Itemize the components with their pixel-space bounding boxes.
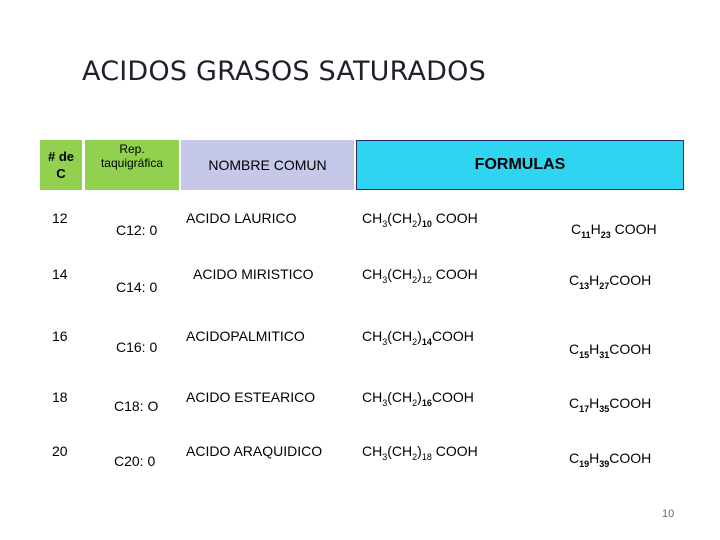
- condensed-formula: [362, 266, 478, 285]
- formula-part: (CH: [387, 328, 413, 344]
- common-name: ACIDO LAURICO: [186, 210, 297, 226]
- formula-part: H: [589, 341, 600, 357]
- shorthand: C20: 0: [114, 453, 156, 469]
- common-name: ACIDO ARAQUIDICO: [186, 443, 323, 459]
- formula-part: ): [417, 443, 422, 459]
- formula-subscript: 14: [421, 337, 432, 347]
- molecular-formula: [571, 221, 657, 240]
- slide-title: ACIDOS GRASOS SATURADOS: [82, 56, 486, 87]
- formula-subscript: 13: [579, 281, 590, 291]
- header-carbon-count-line2: C: [56, 166, 66, 181]
- carbon-count: 14: [52, 266, 68, 282]
- formula-part: ): [417, 266, 422, 282]
- formula-part: C: [569, 272, 580, 288]
- formula-part: COOH: [610, 221, 657, 237]
- carbon-count: 18: [52, 389, 68, 405]
- formula-subscript: 15: [579, 350, 590, 360]
- carbon-count: 16: [52, 328, 68, 344]
- common-name: ACIDOPALMITICO: [186, 328, 305, 344]
- formula-part: COOH: [431, 328, 474, 344]
- formula-subscript: 2: [412, 219, 418, 229]
- formula-part: (CH: [387, 443, 413, 459]
- page-number: 10: [662, 508, 675, 520]
- formula-subscript: 10: [421, 219, 432, 229]
- molecular-formula: [569, 450, 652, 469]
- formula-subscript: 23: [600, 230, 611, 240]
- formula-part: COOH: [431, 389, 474, 405]
- formula-subscript: 35: [599, 404, 610, 414]
- formula-part: (CH: [387, 389, 413, 405]
- formula-part: C: [569, 341, 580, 357]
- header-shorthand: [85, 140, 179, 190]
- header-shorthand-line2: taquigráfica: [100, 156, 164, 170]
- formula-subscript: 2: [412, 398, 418, 408]
- formula-part: COOH: [431, 266, 478, 282]
- formula-part: COOH: [609, 272, 652, 288]
- condensed-formula: [362, 328, 474, 347]
- formula-subscript: 27: [599, 281, 610, 291]
- formula-subscript: 2: [412, 337, 418, 347]
- formula-part: CH: [362, 210, 383, 226]
- formula-subscript: 39: [599, 459, 610, 469]
- header-shorthand-line1: Rep.: [119, 142, 145, 156]
- formula-subscript: 31: [599, 350, 610, 360]
- header-carbon-count-line1: # de: [47, 149, 74, 164]
- header-common-name: NOMBRE COMUN: [181, 140, 354, 190]
- shorthand: C12: 0: [116, 222, 158, 238]
- formula-part: CH: [362, 328, 383, 344]
- formula-part: COOH: [609, 450, 652, 466]
- formula-subscript: 19: [579, 459, 590, 469]
- formula-subscript: 3: [382, 219, 388, 229]
- formula-part: COOH: [609, 341, 652, 357]
- formula-part: C: [569, 450, 580, 466]
- formula-part: CH: [362, 443, 383, 459]
- formula-subscript: 2: [412, 275, 418, 285]
- formula-part: COOH: [431, 443, 478, 459]
- molecular-formula: [569, 341, 652, 360]
- condensed-formula: [362, 210, 478, 229]
- formula-subscript: 3: [382, 275, 388, 285]
- formula-part: ): [417, 389, 422, 405]
- header-carbon-count: [40, 140, 82, 190]
- molecular-formula: [569, 272, 652, 291]
- formula-subscript: 17: [579, 404, 590, 414]
- formula-part: ): [417, 328, 422, 344]
- molecular-formula: [569, 395, 652, 414]
- formula-part: CH: [362, 266, 383, 282]
- shorthand: C16: 0: [116, 339, 158, 355]
- formula-part: H: [589, 450, 600, 466]
- formula-subscript: 3: [382, 337, 388, 347]
- formula-part: H: [589, 395, 600, 411]
- formula-part: H: [589, 272, 600, 288]
- formula-part: (CH: [387, 266, 413, 282]
- formula-part: COOH: [431, 210, 478, 226]
- condensed-formula: [362, 389, 474, 408]
- formula-subscript: 18: [421, 452, 432, 462]
- condensed-formula: [362, 443, 478, 462]
- formula-part: CH: [362, 389, 383, 405]
- formula-part: H: [590, 221, 601, 237]
- formula-subscript: 11: [581, 230, 591, 240]
- formula-subscript: 2: [412, 452, 418, 462]
- common-name: ACIDO MIRISTICO: [193, 266, 314, 282]
- formula-part: C: [569, 395, 580, 411]
- shorthand: C18: O: [114, 398, 159, 414]
- common-name: ACIDO ESTEARICO: [186, 389, 316, 405]
- carbon-count: 12: [52, 210, 68, 226]
- formula-subscript: 16: [421, 398, 432, 408]
- shorthand: C14: 0: [116, 279, 158, 295]
- header-formulas: FORMULAS: [356, 140, 684, 190]
- formula-subscript: 12: [421, 275, 432, 285]
- formula-part: (CH: [387, 210, 413, 226]
- formula-subscript: 3: [382, 398, 388, 408]
- formula-subscript: 3: [382, 452, 388, 462]
- formula-part: ): [417, 210, 422, 226]
- carbon-count: 20: [52, 443, 68, 459]
- formula-part: COOH: [609, 395, 652, 411]
- formula-part: C: [571, 221, 582, 237]
